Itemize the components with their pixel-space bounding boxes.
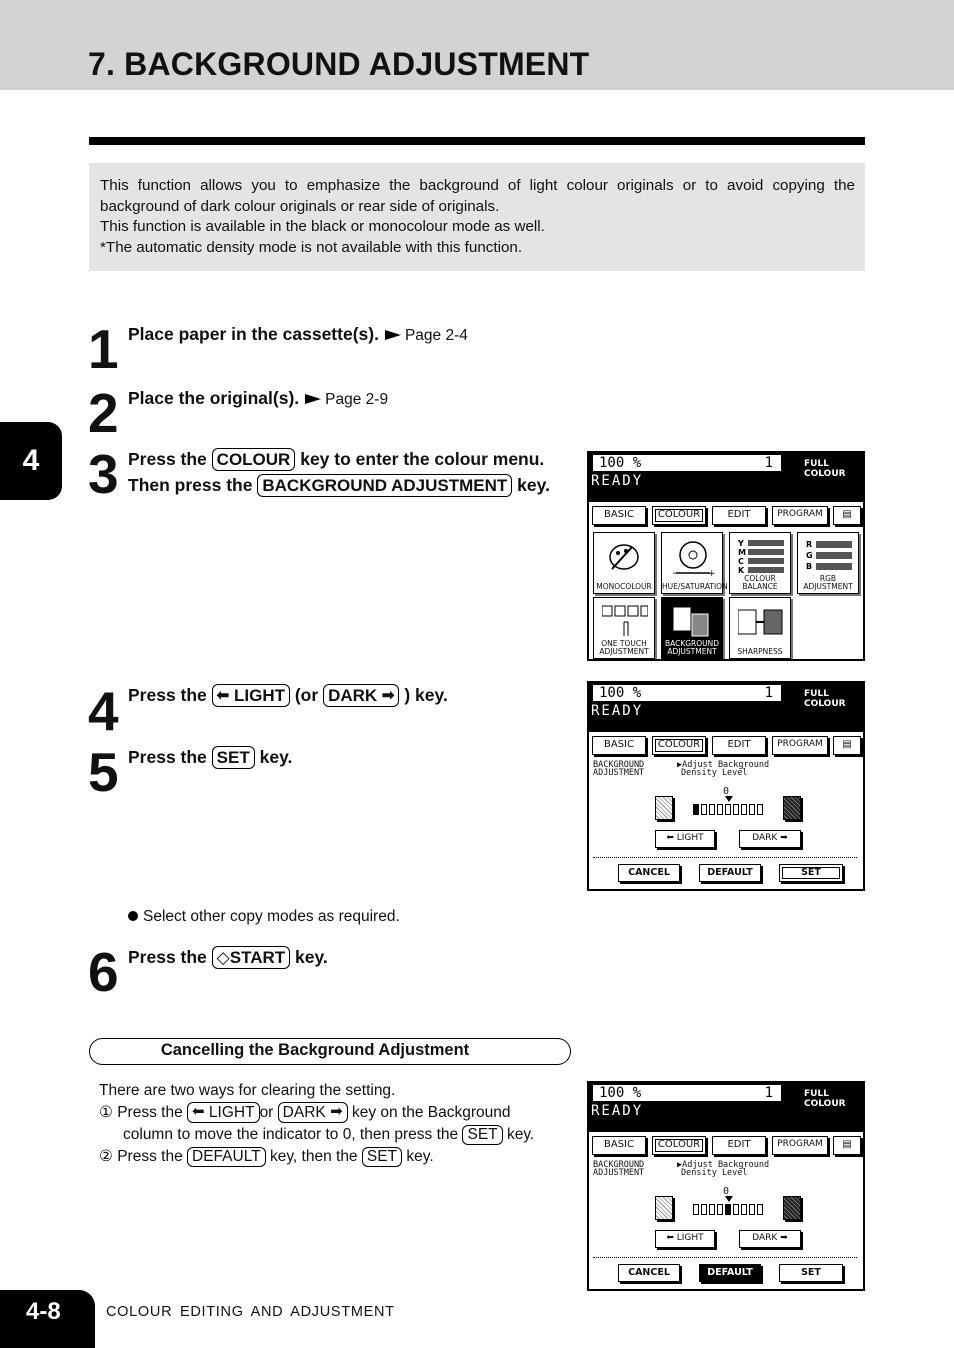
svg-text:B: B	[806, 562, 813, 571]
step-number-1: 1	[88, 318, 118, 380]
density-segment	[693, 1204, 699, 1215]
method-1-text-a: Press the	[117, 1104, 183, 1121]
svg-text:C: C	[738, 557, 744, 566]
set-key: SET	[462, 1125, 502, 1145]
adjust-title-2: ADJUSTMENT	[593, 1168, 645, 1178]
start-key	[212, 946, 290, 969]
density-segment	[709, 1204, 715, 1215]
cancel-method-1	[99, 1102, 534, 1124]
lcd-status-bar	[589, 683, 863, 732]
adjust-title	[593, 1161, 644, 1177]
adjust-title-1: BACKGROUND	[593, 760, 645, 770]
adjust-desc-1: ▶Adjust Background	[677, 1160, 770, 1170]
intro-box	[89, 163, 865, 271]
left-arrow-icon: ⬅	[666, 1233, 674, 1243]
tile-rgb-adjustment[interactable]	[797, 532, 859, 594]
density-segment	[725, 804, 731, 815]
lcd-light-label: LIGHT	[676, 833, 704, 843]
tab-basic[interactable]: BASIC	[592, 506, 646, 525]
lcd-cancel-button[interactable]: CANCEL	[618, 1264, 680, 1282]
light-key	[187, 1102, 260, 1123]
intro-line-2: This function is available in the black or monocolour mode as well.	[100, 218, 545, 235]
left-arrow-icon: ⬅	[216, 687, 230, 704]
page-ref-arrow-icon	[305, 394, 321, 404]
tile-monocolour[interactable]	[593, 532, 655, 594]
start-key-label: START	[229, 948, 286, 967]
sharpness-icon	[738, 604, 784, 638]
step-3-text	[128, 446, 550, 498]
lcd-screen-background-reset	[587, 1081, 865, 1291]
lcd-status: READY	[591, 473, 644, 489]
method-2-number: ②	[99, 1148, 113, 1165]
tile-sharpness-label: SHARPNESS	[737, 647, 783, 656]
lcd-counter	[593, 455, 781, 471]
density-segment	[701, 804, 707, 815]
page-ref-arrow-icon	[385, 330, 401, 340]
intro-line-1: This function allows you to emphasize the background of light colour originals or to avoid copying the background of dark colour originals or rear side of originals.	[100, 177, 855, 215]
tab-basic[interactable]: BASIC	[592, 736, 646, 755]
density-segment	[757, 1204, 763, 1215]
density-segment	[725, 1204, 731, 1215]
right-arrow-icon: ➡	[780, 833, 788, 843]
tab-menu[interactable]	[833, 736, 861, 755]
step-3-text-c: Then press the	[128, 475, 253, 495]
lcd-zoom: 100 %	[599, 1085, 642, 1101]
step-number-5: 5	[88, 741, 118, 803]
lcd-copies: 1	[764, 455, 773, 471]
footer-section-title: COLOUR EDITING AND ADJUSTMENT	[106, 1304, 395, 1320]
lcd-set-button[interactable]: SET	[779, 864, 843, 882]
step-1-text	[128, 321, 468, 349]
lcd-status-bar	[589, 453, 863, 502]
default-key: DEFAULT	[187, 1147, 266, 1167]
step-4-text-a: Press the	[128, 685, 207, 705]
page-number: 4-8	[0, 1290, 95, 1348]
tile-monocolour-label: MONOCOLOUR	[596, 582, 652, 591]
colour-wheel-icon	[670, 539, 716, 579]
step-4-text-c: ) key.	[404, 685, 448, 705]
lcd-screen-background-adjust	[587, 681, 865, 891]
tab-menu[interactable]	[833, 1136, 861, 1155]
lcd-dark-button[interactable]	[739, 830, 801, 848]
left-arrow-icon: ⬅	[666, 833, 674, 843]
tile-balance-label: COLOUR BALANCE	[742, 574, 778, 591]
method-1-text-c: key on the Background	[351, 1104, 511, 1121]
method-2-text-b: key, then the	[269, 1148, 358, 1165]
lcd-counter	[593, 1085, 781, 1101]
adjust-title-2: ADJUSTMENT	[593, 768, 645, 778]
tab-edit[interactable]: EDIT	[712, 506, 766, 525]
light-key-label: LIGHT	[233, 686, 285, 705]
right-arrow-icon: ➡	[381, 687, 395, 704]
step-6-text-a: Press the	[128, 947, 207, 967]
lcd-light-button[interactable]	[655, 830, 715, 848]
intro-line-3: *The automatic density mode is not available with this function.	[100, 238, 523, 256]
step-6-text	[128, 944, 328, 970]
step-1-instruction: Place paper in the cassette(s).	[128, 324, 379, 344]
lcd-status-bar	[589, 1083, 863, 1132]
lcd-copies: 1	[764, 1085, 773, 1101]
density-segment	[717, 804, 723, 815]
ymck-bars-icon	[738, 539, 788, 579]
menu-grid-icon: ▤	[842, 509, 852, 520]
lcd-screen-colour-menu	[587, 451, 865, 661]
svg-text:+: +	[708, 569, 716, 579]
density-segment	[717, 1204, 723, 1215]
left-arrow-icon: ⬅	[192, 1103, 205, 1120]
step-4-text-b: (or	[294, 685, 319, 705]
level-indicator-icon	[725, 796, 733, 802]
cancel-method-2	[99, 1146, 534, 1168]
tile-background-adjustment[interactable]	[661, 597, 723, 659]
tile-rgb-label: RGB ADJUSTMENT	[803, 574, 853, 591]
svg-text:K: K	[738, 566, 745, 575]
lcd-counter	[593, 685, 781, 701]
light-key-label: LIGHT	[208, 1104, 255, 1121]
lcd-light-label: LIGHT	[676, 1233, 704, 1243]
step-3-text-b: key to enter the colour menu.	[300, 449, 545, 469]
set-key: SET	[212, 746, 255, 769]
density-segment	[741, 804, 747, 815]
tab-program[interactable]: PROGRAM	[772, 736, 828, 755]
step-number-4: 4	[88, 680, 118, 742]
colour-key: COLOUR	[212, 448, 296, 471]
density-scale	[693, 804, 763, 815]
bullet-note	[128, 908, 400, 926]
dark-document-icon	[783, 1196, 801, 1220]
density-scale	[693, 1204, 763, 1215]
tab-basic[interactable]: BASIC	[592, 1136, 646, 1155]
background-docs-icon	[670, 604, 714, 640]
tile-background-label: BACKGROUND ADJUSTMENT	[664, 639, 720, 656]
background-adjustment-key: BACKGROUND ADJUSTMENT	[257, 474, 512, 497]
method-1-number: ①	[99, 1104, 113, 1121]
bullet-note-text: Select other copy modes as required.	[143, 908, 400, 925]
lcd-divider	[593, 1257, 857, 1258]
tile-one-touch[interactable]	[593, 597, 655, 659]
adjust-title	[593, 761, 644, 777]
lcd-status: READY	[591, 1103, 644, 1119]
rgb-bars-icon	[806, 539, 856, 575]
light-document-icon	[655, 796, 673, 820]
cancel-section-body	[99, 1080, 534, 1168]
palette-icon	[602, 539, 646, 577]
density-segment	[693, 804, 699, 815]
svg-text:M: M	[738, 548, 746, 557]
density-segment	[757, 804, 763, 815]
page-title: 7. BACKGROUND ADJUSTMENT	[88, 46, 590, 82]
adjust-desc-2: Density Level	[681, 1168, 748, 1178]
tab-program[interactable]: PROGRAM	[772, 506, 828, 525]
density-segment	[749, 1204, 755, 1215]
step-5-text-b: key.	[259, 747, 293, 767]
level-zero-label: 0	[723, 1186, 730, 1197]
cancel-method-1-cont	[99, 1124, 534, 1146]
lcd-zoom: 100 %	[599, 455, 642, 471]
tab-colour[interactable]: COLOUR	[652, 506, 706, 525]
start-diamond-icon: ◇	[216, 948, 230, 967]
svg-text:−: −	[672, 569, 680, 579]
lcd-cancel-button[interactable]: CANCEL	[618, 864, 680, 882]
method-1-text-d: column to move the indicator to 0, then press the	[123, 1126, 459, 1143]
step-2-page-ref: Page 2-9	[325, 391, 389, 408]
tab-edit[interactable]: EDIT	[712, 736, 766, 755]
title-rule	[89, 137, 865, 145]
svg-text:R: R	[806, 540, 813, 549]
lcd-colour-mode: FULL COLOUR	[804, 459, 846, 479]
dark-document-icon	[783, 796, 801, 820]
method-1-text-b: or	[259, 1104, 274, 1121]
level-indicator-icon	[725, 1196, 733, 1202]
tab-menu[interactable]	[833, 506, 861, 525]
step-3-text-a: Press the	[128, 449, 207, 469]
tab-colour[interactable]: COLOUR	[652, 1136, 706, 1155]
step-5-text	[128, 744, 292, 770]
tab-program[interactable]: PROGRAM	[772, 1136, 828, 1155]
lcd-default-button[interactable]: DEFAULT	[699, 1264, 761, 1282]
step-number-2: 2	[88, 382, 118, 444]
one-touch-icon	[602, 604, 648, 640]
lcd-set-button[interactable]: SET	[779, 1264, 843, 1282]
density-segment	[709, 804, 715, 815]
step-1-page-ref: Page 2-4	[404, 327, 468, 344]
lcd-dark-label: DARK	[752, 833, 778, 843]
tile-hue-saturation[interactable]	[661, 532, 728, 594]
density-segment	[733, 804, 739, 815]
density-segment	[749, 804, 755, 815]
step-2-text	[128, 385, 388, 413]
lcd-tabs	[589, 736, 863, 758]
tile-sharpness[interactable]	[729, 597, 791, 659]
lcd-copies: 1	[764, 685, 773, 701]
lcd-colour-mode: FULL COLOUR	[804, 1089, 846, 1109]
lcd-colour-mode: FULL COLOUR	[804, 689, 846, 709]
light-key	[212, 684, 290, 707]
tile-colour-balance[interactable]	[729, 532, 791, 594]
dark-key-label: DARK	[328, 686, 378, 705]
step-5-text-a: Press the	[128, 747, 207, 767]
dark-key	[323, 684, 399, 707]
step-2-instruction: Place the original(s).	[128, 388, 300, 408]
density-segment	[741, 1204, 747, 1215]
adjust-desc-2: Density Level	[681, 768, 748, 778]
step-4-text	[128, 682, 448, 708]
lcd-dark-button[interactable]	[739, 1230, 801, 1248]
light-document-icon	[655, 1196, 673, 1220]
menu-grid-icon: ▤	[842, 1139, 852, 1150]
method-2-text-c: key.	[406, 1148, 434, 1165]
lcd-divider	[593, 857, 857, 858]
cancel-intro: There are two ways for clearing the setting.	[99, 1082, 396, 1099]
chapter-tab: 4	[0, 422, 62, 500]
set-key: SET	[362, 1147, 402, 1167]
bullet-icon	[128, 911, 138, 921]
density-segment	[701, 1204, 707, 1215]
method-1-text-e: key.	[506, 1126, 535, 1143]
tab-edit[interactable]: EDIT	[712, 1136, 766, 1155]
level-zero-label: 0	[723, 786, 730, 797]
density-segment	[733, 1204, 739, 1215]
lcd-light-button[interactable]	[655, 1230, 715, 1248]
tile-one-touch-label: ONE TOUCH ADJUSTMENT	[599, 639, 649, 656]
dark-key-label: DARK	[282, 1104, 326, 1121]
step-number-3: 3	[88, 443, 118, 505]
lcd-dark-label: DARK	[752, 1233, 778, 1243]
tile-hue-label: HUE/SATURATION	[662, 582, 728, 591]
svg-text:Y: Y	[738, 539, 744, 548]
right-arrow-icon: ➡	[330, 1103, 343, 1120]
lcd-tabs	[589, 506, 863, 528]
adjust-title-1: BACKGROUND	[593, 1160, 645, 1170]
adjust-description	[677, 761, 769, 777]
right-arrow-icon: ➡	[780, 1233, 788, 1243]
lcd-default-button[interactable]: DEFAULT	[699, 864, 761, 882]
adjust-desc-1: ▶Adjust Background	[677, 760, 770, 770]
step-number-6: 6	[88, 941, 118, 1003]
tab-colour[interactable]: COLOUR	[652, 736, 706, 755]
step-3-text-d: key.	[517, 475, 550, 495]
adjust-description	[677, 1161, 769, 1177]
lcd-tabs	[589, 1136, 863, 1158]
lcd-status: READY	[591, 703, 644, 719]
cancel-section-heading: Cancelling the Background Adjustment	[89, 1038, 571, 1065]
method-2-text-a: Press the	[117, 1148, 183, 1165]
step-6-text-b: key.	[295, 947, 328, 967]
dark-key	[278, 1102, 348, 1123]
svg-text:G: G	[806, 551, 813, 560]
menu-grid-icon: ▤	[842, 739, 852, 750]
lcd-zoom: 100 %	[599, 685, 642, 701]
